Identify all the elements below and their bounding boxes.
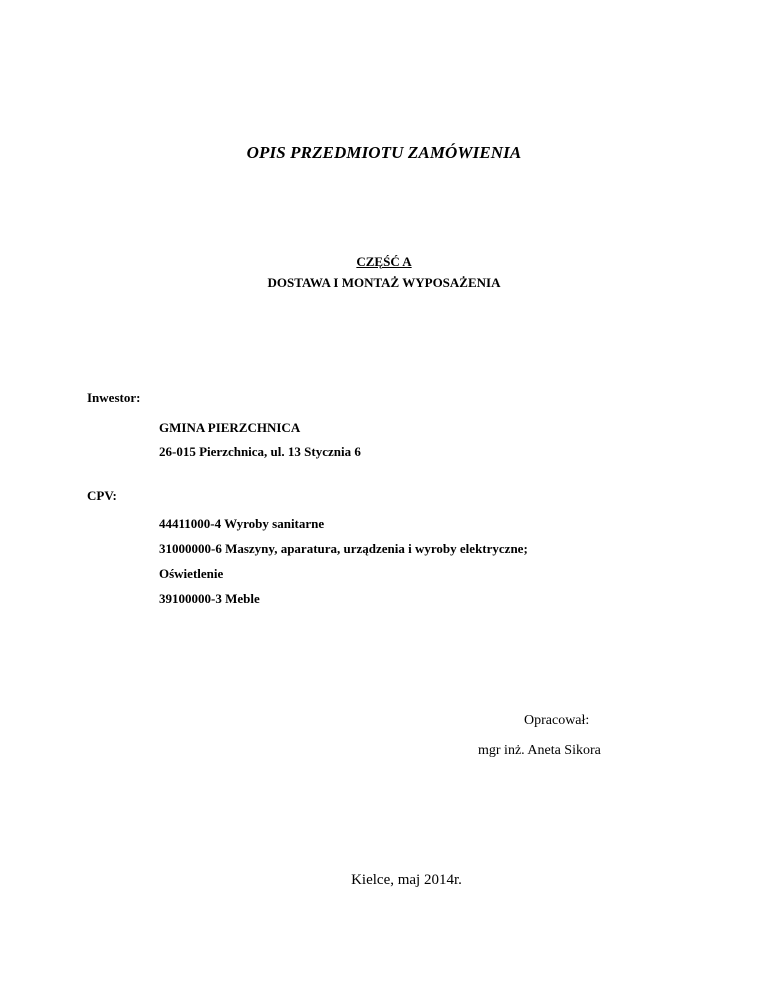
investor-name: GMINA PIERZCHNICA [159, 420, 301, 435]
cpv-code-item: Oświetlenie [159, 566, 224, 581]
prepared-by-label: Opracował: [524, 713, 590, 728]
investor-address: 26-015 Pierzchnica, ul. 13 Stycznia 6 [159, 444, 361, 459]
cpv-code-item: 31000000-6 Maszyny, aparatura, urządzenia i wyroby elektryczne; [159, 541, 528, 556]
document-title: OPIS PRZEDMIOTU ZAMÓWIENIA [246, 143, 522, 162]
place-date: Kielce, maj 2014r. [351, 872, 462, 888]
cpv-label: CPV: [87, 488, 117, 503]
part-subtitle: DOSTAWA I MONTAŻ WYPOSAŻENIA [267, 275, 501, 290]
investor-label: Inwestor: [87, 390, 141, 405]
cpv-code-item: 39100000-3 Meble [159, 591, 260, 606]
part-label: CZĘŚĆ A [356, 254, 412, 269]
prepared-by-name: mgr inż. Aneta Sikora [478, 743, 601, 758]
cpv-code-item: 44411000-4 Wyroby sanitarne [159, 516, 325, 531]
